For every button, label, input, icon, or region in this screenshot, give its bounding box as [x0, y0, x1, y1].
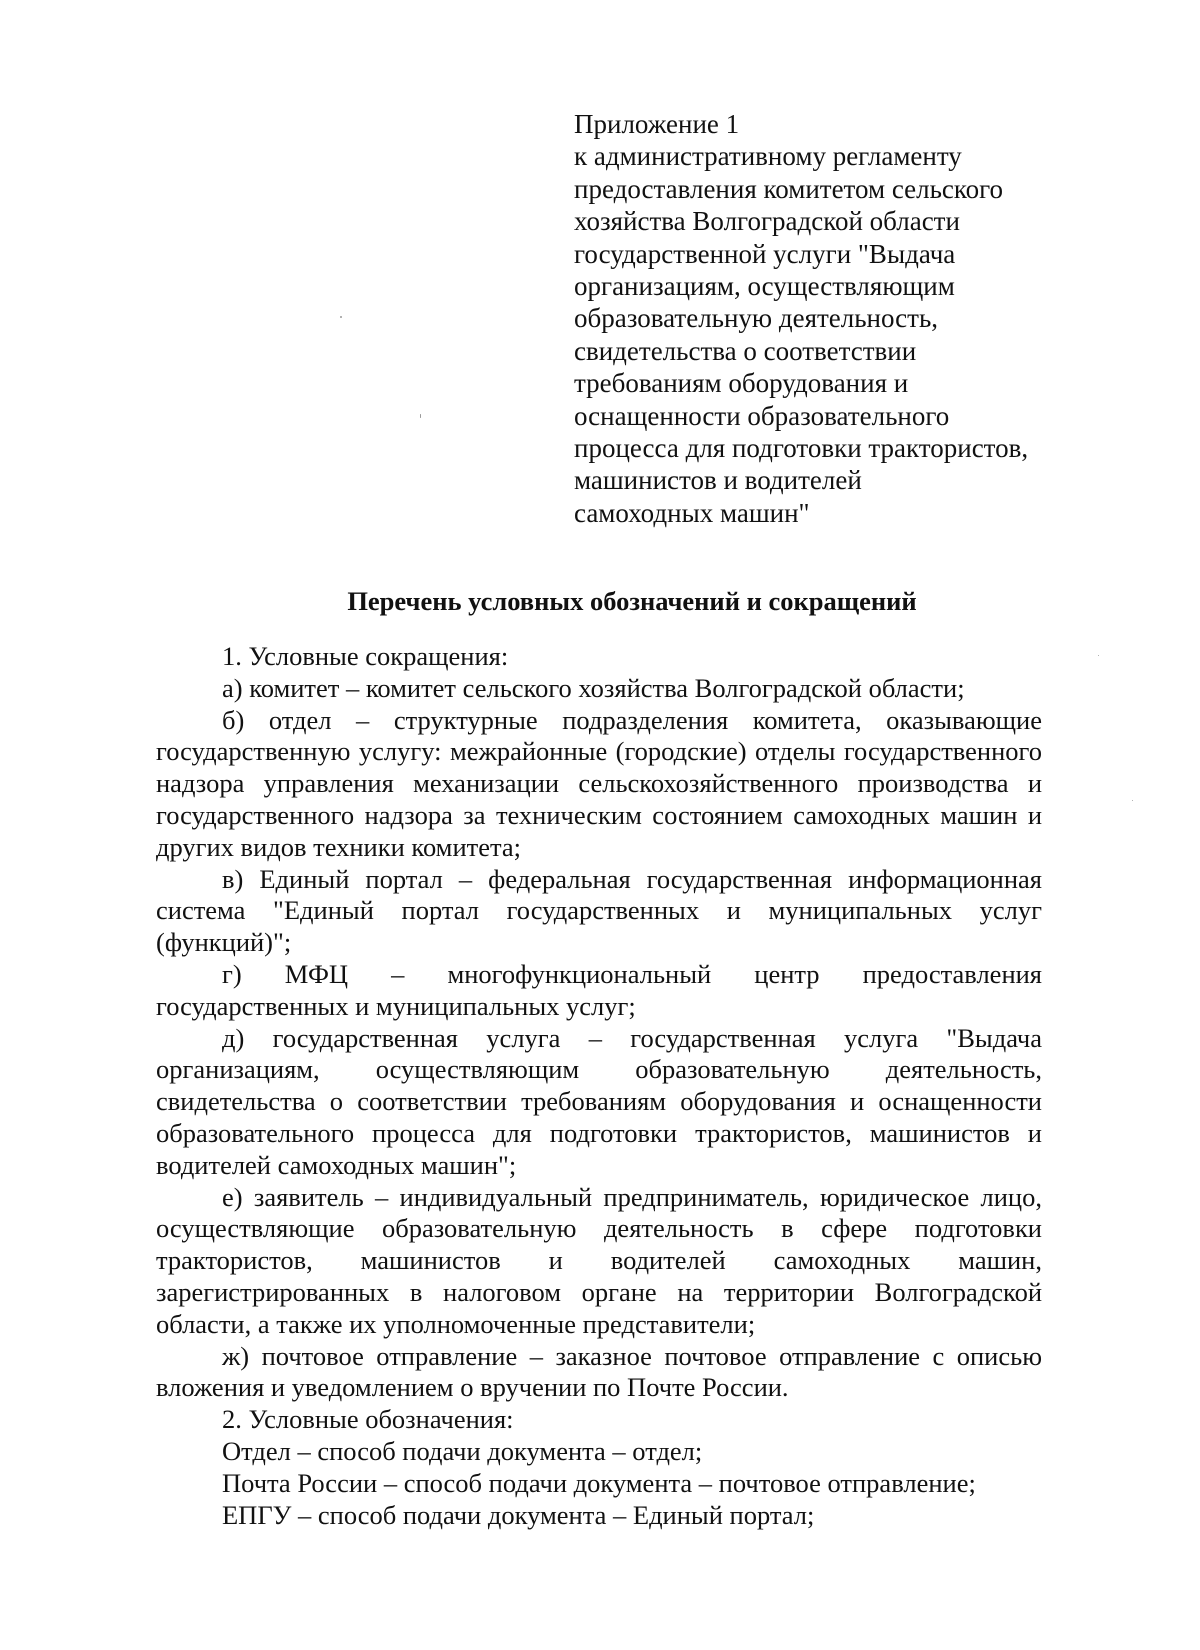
abbreviation-item: ж) почтовое отправление – заказное почтовое отправление с описью вложения и уведомлением о вручении по Почте России. [156, 1340, 1042, 1403]
appendix-header [574, 108, 1074, 529]
appendix-line: машинистов и водителей [574, 465, 862, 496]
appendix-line: предоставления комитетом сельского [574, 173, 1004, 204]
appendix-line: свидетельства о соответствии [574, 335, 917, 366]
abbreviation-item: д) государственная услуга – государственная услуга "Выдача организациям, осуществляющим образовательную деятельность, свидетельства о соответствии требованиям оборудования и оснащенности образовательного процесса для подготовки трактористов, машинистов и водителей самоходных машин"; [156, 1022, 1042, 1180]
appendix-line: к административному регламенту [574, 141, 962, 172]
appendix-line: оснащенности образовательного [574, 400, 950, 431]
abbreviation-item: б) отдел – структурные подразделения комитета, оказывающие государственную услугу: межрайонные (городские) отделы государственного надзора управления механизации сельскохозяйственного производства и государственного надзора за техническим состоянием самоходных машин и других видов техники комитета; [156, 704, 1042, 862]
document-body [156, 641, 1042, 1531]
scan-speck [1132, 800, 1133, 801]
abbreviation-item: в) Единый портал – федеральная государственная информационная система "Единый портал государственных и муниципальных услуг (функций)"; [156, 863, 1042, 958]
appendix-line: образовательную деятельность, [574, 303, 939, 334]
appendix-line: Приложение 1 [574, 109, 740, 139]
appendix-line: государственной услуги "Выдача [574, 238, 956, 269]
document-title: Перечень условных обозначений и сокращений [347, 586, 917, 616]
abbreviation-item: а) комитет – комитет сельского хозяйства Волгоградской области; [222, 672, 965, 703]
scan-speck [1098, 655, 1099, 656]
designation-item: ЕПГУ – способ подачи документа – Единый портал; [222, 1499, 815, 1530]
appendix-line: требованиям оборудования и [574, 368, 909, 399]
designation-item: Почта России – способ подачи документа – почтовое отправление; [222, 1467, 976, 1498]
section-heading-designations: 2. Условные обозначения: [222, 1404, 514, 1435]
section-heading-abbreviations: 1. Условные сокращения: [222, 641, 509, 671]
appendix-line: процесса для подготовки трактористов, [574, 433, 1029, 464]
appendix-line: хозяйства Волгоградской области [574, 206, 960, 237]
abbreviation-item: г) МФЦ – многофункциональный центр предоставления государственных и муниципальных услуг; [156, 958, 1042, 1021]
appendix-line: организациям, осуществляющим [574, 271, 955, 302]
scan-speck [340, 316, 342, 318]
appendix-line: самоходных машин" [574, 497, 810, 528]
abbreviation-item: е) заявитель – индивидуальный предприниматель, юридическое лицо, осуществляющие образовательную деятельность в сфере подготовки трактористов, машинистов и водителей самоходных машин, зарегистрированных в налоговом органе на территории Волгоградской области, а также их уполномоченные представители; [156, 1181, 1042, 1339]
designation-item: Отдел – способ подачи документа – отдел; [222, 1435, 703, 1466]
scan-speck [420, 414, 421, 418]
